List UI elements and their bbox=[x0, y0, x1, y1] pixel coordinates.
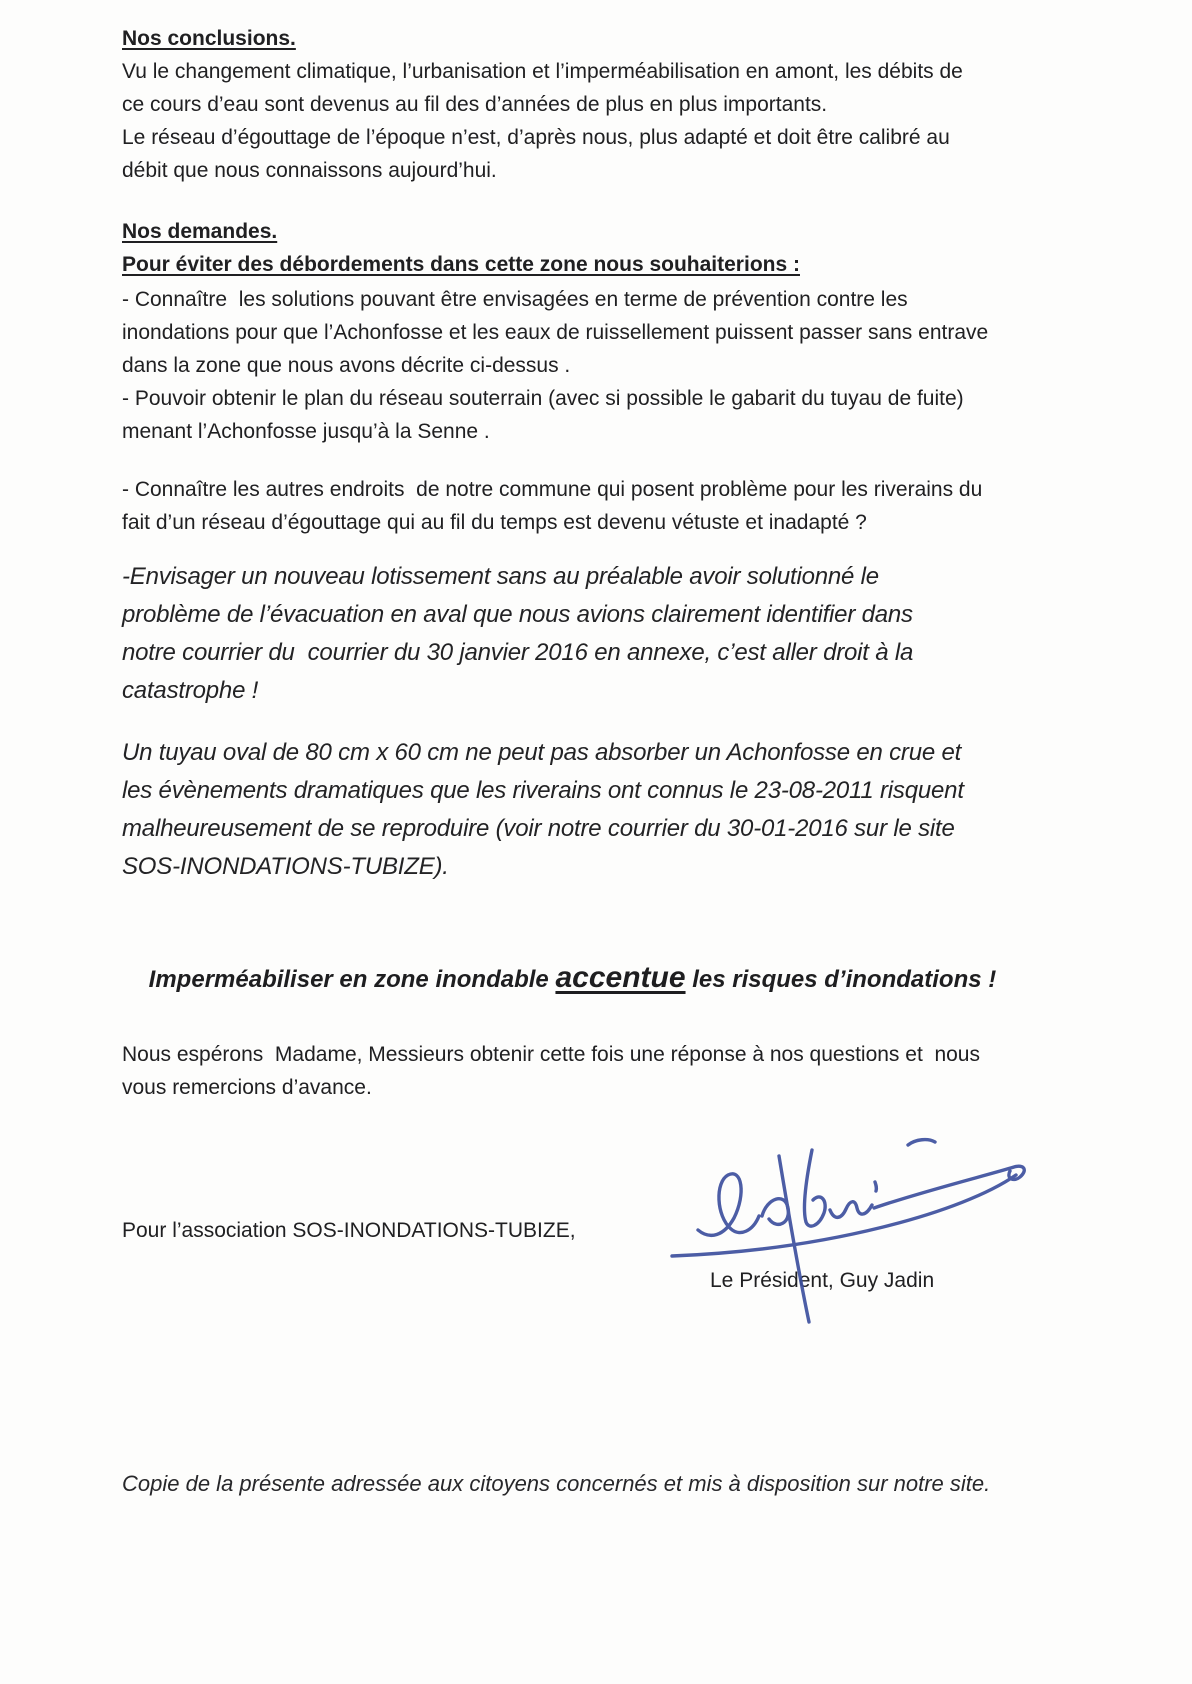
slogan-line bbox=[122, 918, 997, 1040]
copy-note-text: Copie de la présente adressée aux citoyens concernés et mis à disposition sur notre site. bbox=[122, 1471, 991, 1496]
conclusions-heading: Nos conclusions. bbox=[122, 27, 296, 50]
text-line: Un tuyau oval de 80 cm x 60 cm ne peut pas absorber un Achonfosse en crue et bbox=[122, 739, 962, 766]
text-line: inondations pour que l’Achonfosse et les eaux de ruissellement puissent passer sans entrave bbox=[122, 321, 989, 344]
text-line: Vu le changement climatique, l’urbanisation et l’imperméabilisation en amont, les débits de bbox=[122, 60, 963, 83]
demandes-subheading: Pour éviter des débordements dans cette zone nous souhaiterions : bbox=[122, 253, 800, 276]
text-line: notre courrier du courrier du 30 janvier 2016 en annexe, c’est aller droit à la bbox=[122, 639, 914, 666]
text-line: fait d’un réseau d’égouttage qui au fil du temps est devenu vétuste et inadapté ? bbox=[122, 511, 867, 534]
text-line: malheureusement de se reproduire (voir notre courrier du 30-01-2016 sur le site bbox=[122, 815, 955, 842]
closing-association bbox=[122, 1214, 992, 1247]
text-line: -Envisager un nouveau lotissement sans au préalable avoir solutionné le bbox=[122, 563, 879, 590]
text-line: Nous espérons Madame, Messieurs obtenir cette fois une réponse à nos questions et nous bbox=[122, 1043, 980, 1066]
text-line: débit que nous connaissons aujourd’hui. bbox=[122, 159, 497, 182]
text-line: menant l’Achonfosse jusqu’à la Senne . bbox=[122, 420, 490, 443]
text-line: vous remercions d’avance. bbox=[122, 1076, 372, 1099]
demandes-heading: Nos demandes. bbox=[122, 220, 278, 243]
association-line: Pour l’association SOS-INONDATIONS-TUBIZE, bbox=[122, 1219, 576, 1242]
remark-envisager bbox=[122, 558, 992, 710]
slogan-after: les risques d’inondations ! bbox=[685, 966, 997, 993]
president-line: Le Président, Guy Jadin bbox=[710, 1269, 935, 1292]
remark-tuyau bbox=[122, 734, 992, 886]
demandes-item-3 bbox=[122, 473, 992, 539]
demandes-items-1-2 bbox=[122, 283, 992, 448]
text-line: - Connaître les autres endroits de notre commune qui posent problème pour les riverains du bbox=[122, 478, 983, 501]
text-line: - Pouvoir obtenir le plan du réseau souterrain (avec si possible le gabarit du tuyau de fuite) bbox=[122, 387, 964, 410]
text-line: catastrophe ! bbox=[122, 677, 259, 704]
closing-thanks bbox=[122, 1038, 992, 1104]
text-line: SOS-INONDATIONS-TUBIZE). bbox=[122, 853, 449, 880]
text-line: les évènements dramatiques que les riverains ont connus le 23-08-2011 risquent bbox=[122, 777, 964, 804]
text-line: dans la zone que nous avons décrite ci-dessus . bbox=[122, 354, 571, 377]
text-line: Le réseau d’égouttage de l’époque n’est, d’après nous, plus adapté et doit être calibré au bbox=[122, 126, 950, 149]
text-line: problème de l’évacuation en aval que nous avions clairement identifier dans bbox=[122, 601, 913, 628]
section-demandes-headings bbox=[122, 215, 992, 281]
slogan-emphasis: accentue bbox=[555, 961, 686, 994]
section-conclusions bbox=[122, 22, 992, 187]
slogan-before: Imperméabiliser en zone inondable bbox=[148, 966, 556, 993]
text-line: - Connaître les solutions pouvant être envisagées en terme de prévention contre les bbox=[122, 288, 908, 311]
text-line: ce cours d’eau sont devenus au fil des d’années de plus en plus importants. bbox=[122, 93, 828, 116]
footer-copy-note bbox=[122, 1468, 992, 1500]
